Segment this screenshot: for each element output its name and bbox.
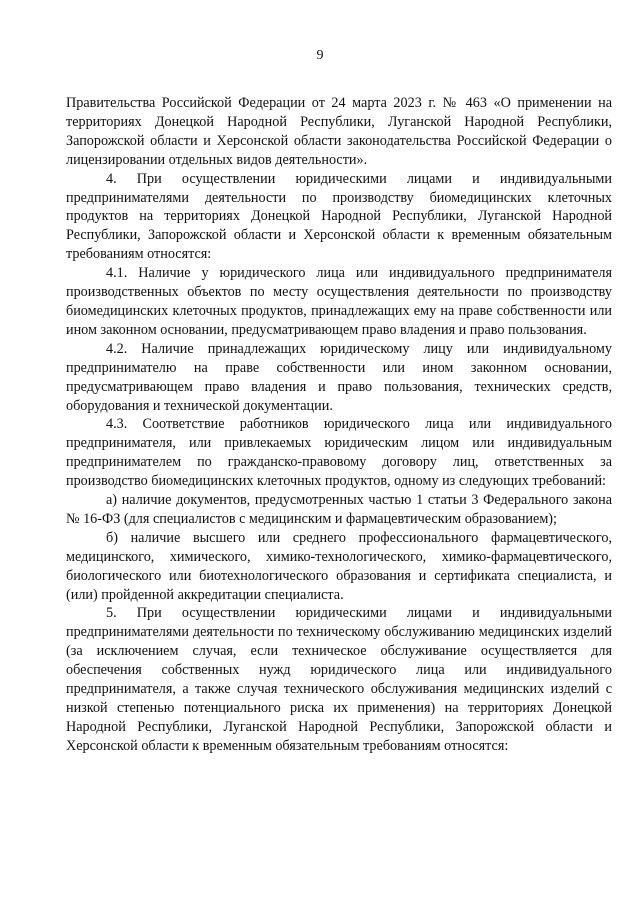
paragraph-item-4-1: 4.1. Наличие у юридического лица или индивидуального предпринимателя производственных объектов по месту осуществления деятельности по производству биомедицинских клеточных продуктов, принадлежащих ему на праве собственности или ином законном основании, предусматривающем право владения и право пользования. xyxy=(66,265,612,338)
paragraph-subitem-b: б) наличие высшего или среднего профессионального фармацевтического, медицинского, химического, химико-технологического, химико-фармацевтического, биологического или биотехнологического образования и сертификата специалиста, и (или) пройденной аккредитации специалиста. xyxy=(66,529,612,603)
paragraph-item-4-3: 4.3. Соответствие работников юридического лица или индивидуального предпринимателя, или привлекаемых юридическим лицом или индивидуальным предпринимателем по гражданско-правовому договору лиц, ответственных за производство биомедицинских клеточных продуктов, одному из следующих требований: xyxy=(66,416,612,490)
page-number: 9 xyxy=(316,48,324,63)
paragraph-subitem-a: а) наличие документов, предусмотренных частью 1 статьи 3 Федерального закона № 16-ФЗ (для специалистов с медицинским и фармацевтическим образованием); xyxy=(66,492,612,527)
paragraph-continuation: Правительства Российской Федерации от 24 марта 2023 г. № 463 «О применении на территориях Донецкой Народной Республики, Луганской Народной Республики, Запорожской области и Херсонской области законодательства Российской Федерации о лицензировании отдельных видов деятельности». xyxy=(66,95,612,168)
paragraph-item-4: 4. При осуществлении юридическими лицами и индивидуальными предпринимателями деятельности по производству биомедицинских клеточных продуктов на территориях Донецкой Народной Республики, Луганской Народной Республики, Запорожской области и Херсонской области к временным обязательным требованиям относятся: xyxy=(66,170,612,263)
document-body xyxy=(66,94,612,756)
paragraph-item-5: 5. При осуществлении юридическими лицами и индивидуальными предпринимателями деятельности по техническому обслуживанию медицинских изделий (за исключением случая, если техническое обслуживание осуществляется для обеспечения собственных нужд юридического лица или индивидуального предпринимателя, а также случая технического обслуживания медицинских изделий с низкой степенью потенциального риска их применения) на территориях Донецкой Народной Республики, Луганской Народной Республики, Запорожской области и Херсонской области к временным обязательным требованиям относятся: xyxy=(66,605,612,754)
paragraph-item-4-2: 4.2. Наличие принадлежащих юридическому лицу или индивидуальному предпринимателю на праве собственности или ином законном основании, предусматривающем право владения и право пользования, технических средств, оборудования и технической документации. xyxy=(66,340,612,414)
